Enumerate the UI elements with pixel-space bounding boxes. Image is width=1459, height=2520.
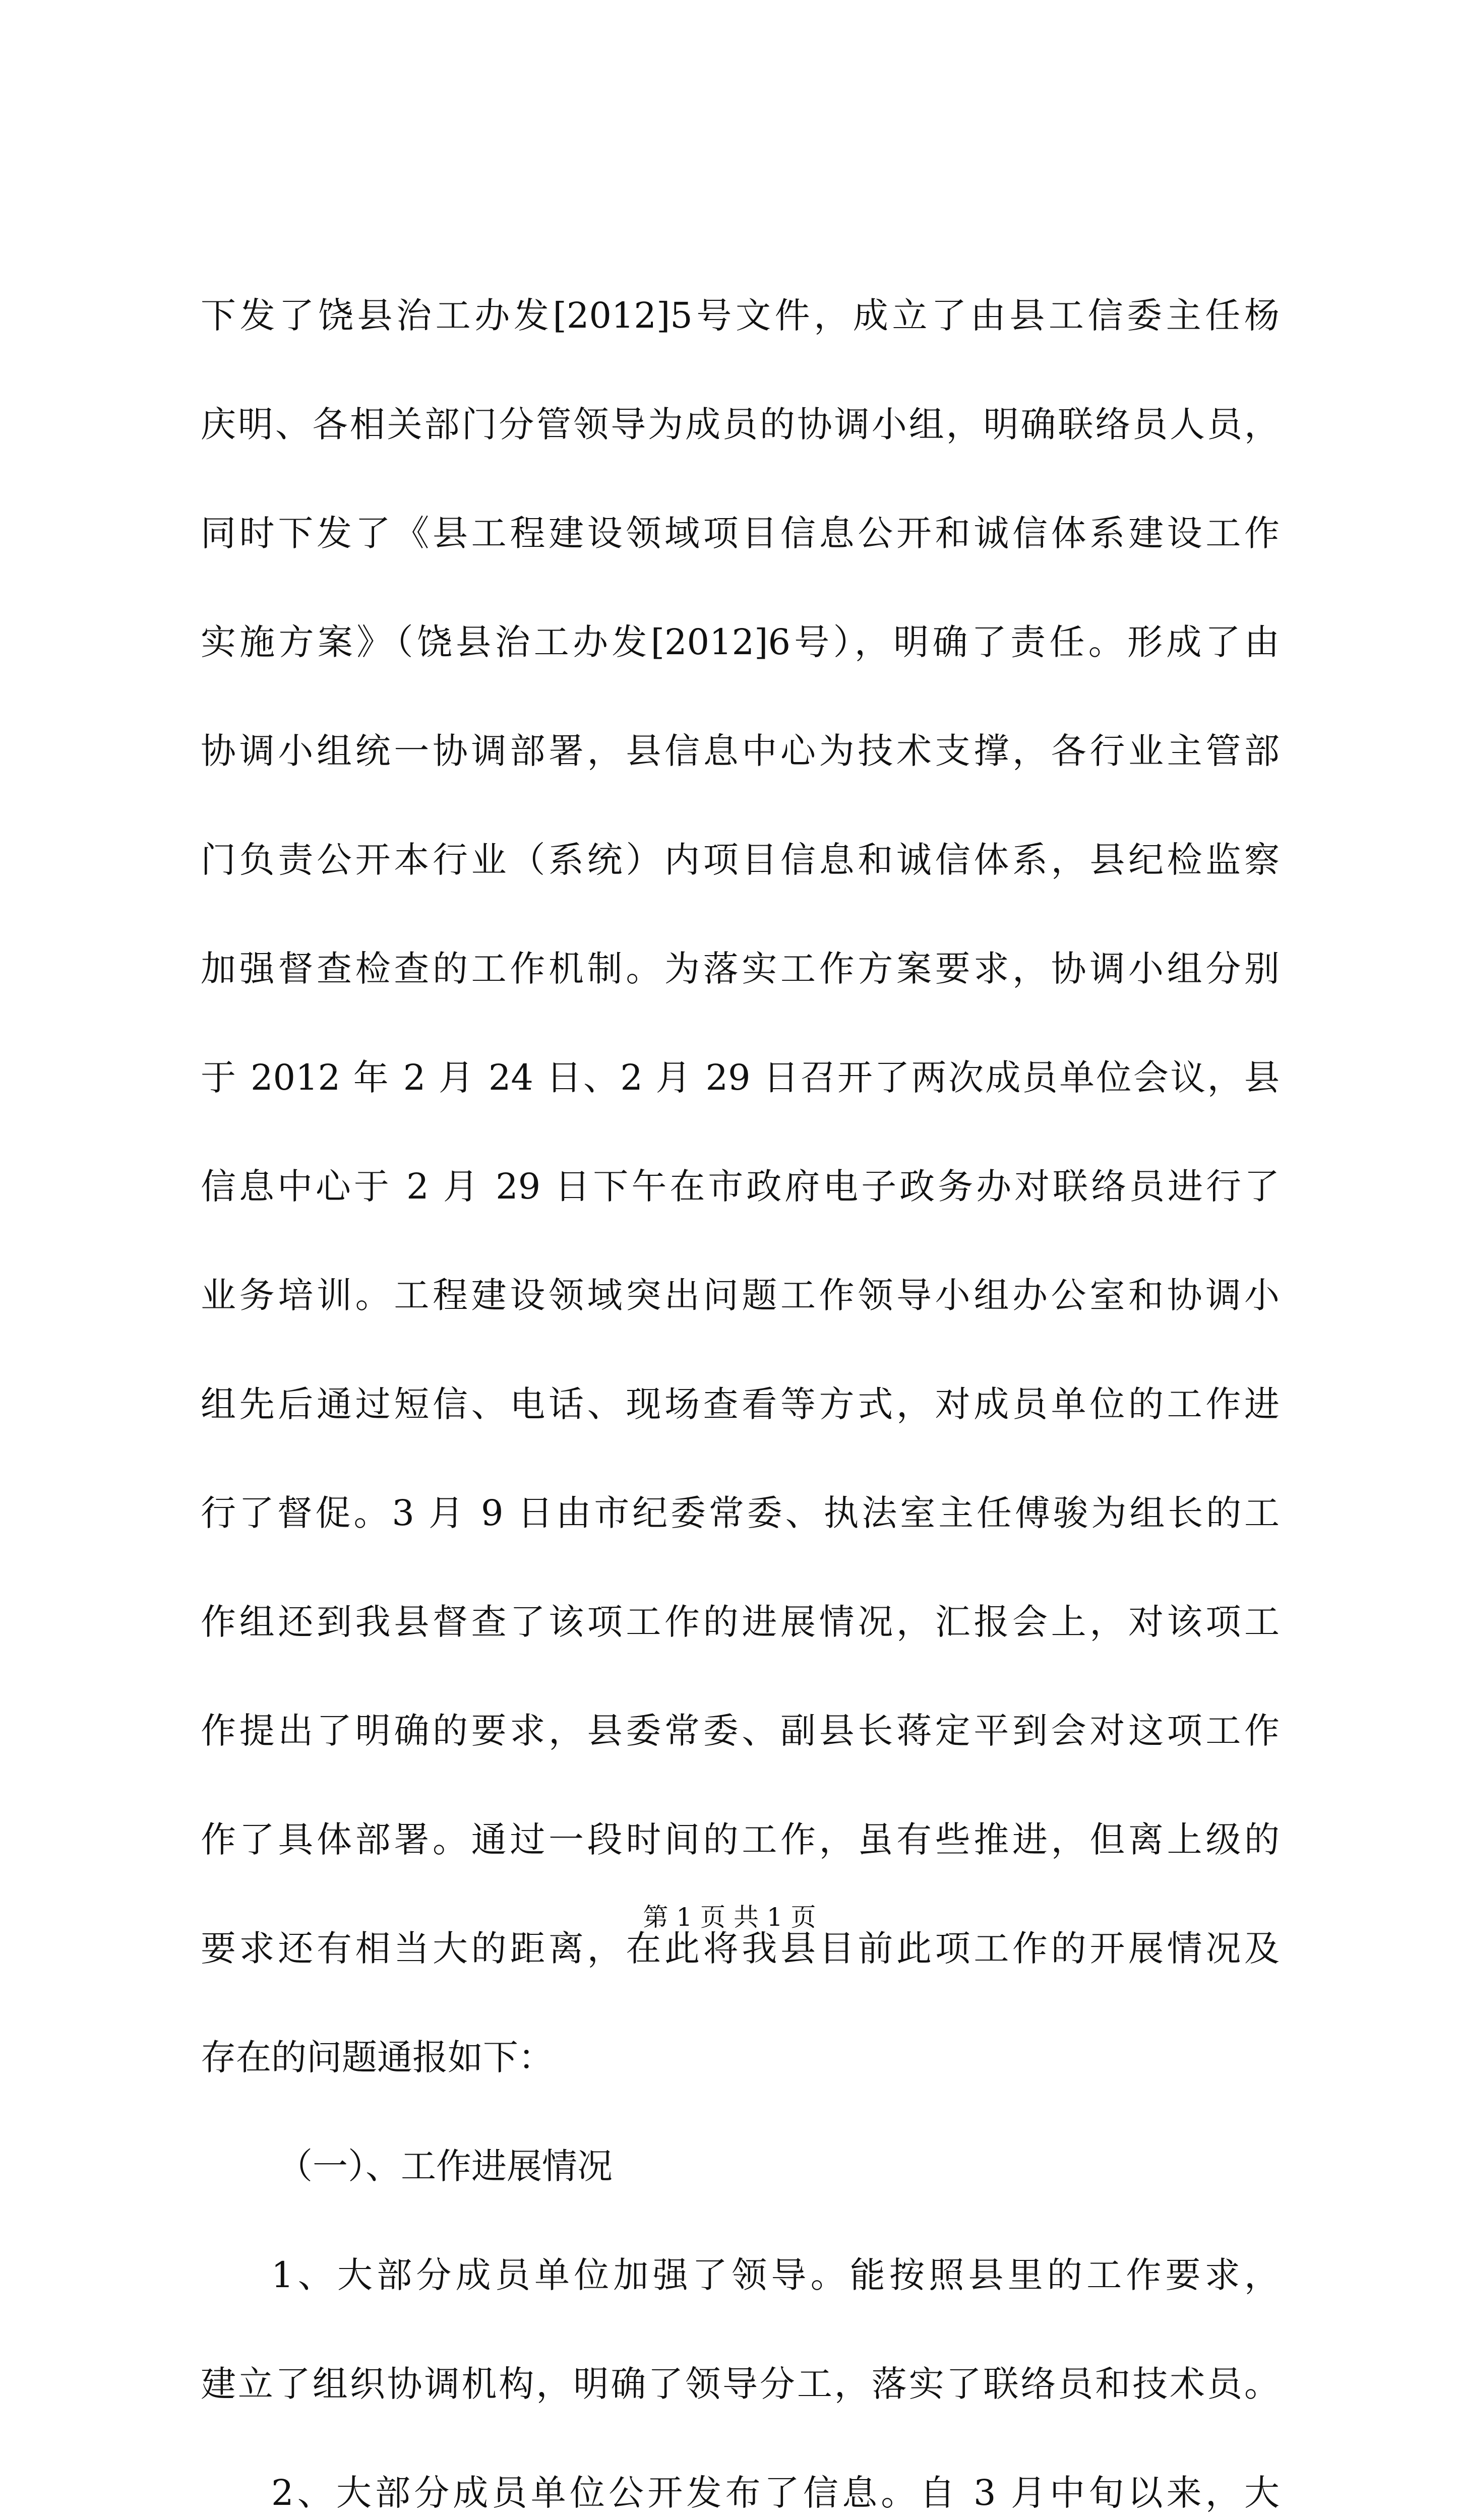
paragraph-line: 门负责公开本行业（系统）内项目信息和诚信体系，县纪检监察 [201,839,1280,880]
list-item-2-line: 2、大部分成员单位公开发布了信息。自 3 月中旬以来，大 [271,2472,1280,2513]
paragraph-line: 信息中心于 2 月 29 日下午在市政府电子政务办对联络员进行了 [201,1166,1280,1207]
paragraph-line: 同时下发了《县工程建设领域项目信息公开和诚信体系建设工作 [201,513,1280,554]
paragraph-line: 要求还有相当大的距离，在此将我县目前此项工作的开展情况及 [201,1928,1280,1969]
paragraph-line: 作组还到我县督查了该项工作的进展情况，汇报会上，对该项工 [201,1601,1280,1643]
paragraph-line: 于 2012 年 2 月 24 日、2 月 29 日召开了两次成员单位会议，县 [201,1057,1280,1098]
paragraph-line: 组先后通过短信、电话、现场查看等方式，对成员单位的工作进 [201,1383,1280,1425]
paragraph-line: 作提出了明确的要求，县委常委、副县长蒋定平到会对这项工作 [201,1710,1280,1751]
paragraph-last-line: 存在的问题通报如下： [201,2037,554,2078]
paragraph-line: 实施方案》（饶县治工办发[2012]6号），明确了责任。形成了由 [201,621,1280,663]
document-body [201,261,1280,2520]
paragraph-line: 庆明、各相关部门分管领导为成员的协调小组，明确联络员人员， [201,404,1280,445]
paragraph-line: 下发了饶县治工办发[2012]5号文件，成立了由县工信委主任杨 [201,295,1280,336]
paragraph-line: 行了督促。3 月 9 日由市纪委常委、执法室主任傅骏为组长的工 [201,1492,1280,1534]
paragraph-line: 加强督查检查的工作机制。为落实工作方案要求，协调小组分别 [201,948,1280,989]
paragraph-line: 业务培训。工程建设领域突出问题工作领导小组办公室和协调小 [201,1275,1280,1316]
page-footer: 第 1 页 共 1 页 [643,1903,816,1932]
list-item-1-line: 建立了组织协调机构，明确了领导分工，落实了联络员和技术员。 [201,2363,1280,2405]
section-heading: （一）、工作进展情况 [277,2146,613,2187]
list-item-1-line: 1、大部分成员单位加强了领导。能按照县里的工作要求， [271,2254,1280,2296]
paragraph-line: 作了具体部署。通过一段时间的工作，虽有些推进，但离上级的 [201,1819,1280,1860]
paragraph-line: 协调小组统一协调部署，县信息中心为技术支撑，各行业主管部 [201,730,1280,772]
